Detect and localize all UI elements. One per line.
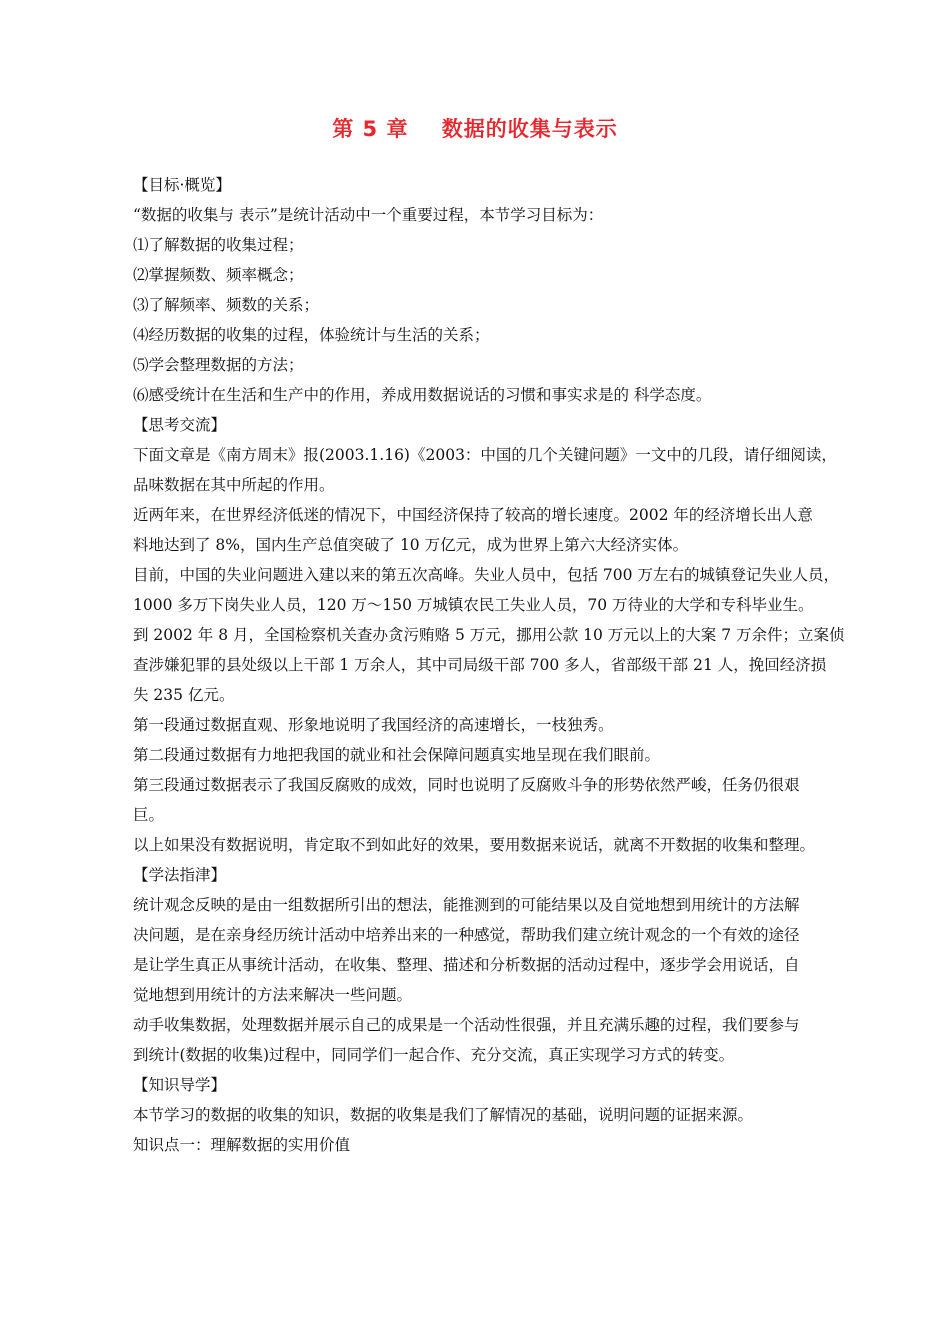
text-line: ⑵掌握频数、频率概念； (133, 266, 304, 284)
text-line: 【思考交流】 (133, 416, 227, 434)
text-line: 【目标·概览】 (133, 176, 231, 194)
text-line: 【知识导学】 (133, 1076, 227, 1094)
text-line: ⑹感受统计在生活和生产中的作用，养成用数据说话的习惯和事实求是的 科学态度。 (133, 386, 712, 404)
chapter-title: 第 5 章 数据的收集与表示 (332, 117, 618, 141)
text-line: 第一段通过数据直观、形象地说明了我国经济的高速增长，一枝独秀。 (133, 716, 614, 734)
text-line: 巨。 (133, 806, 165, 824)
text-line: 品味数据在其中所起的作用。 (133, 476, 335, 494)
text-line: 【学法指津】 (133, 866, 227, 884)
text-line: 到 2002 年 8 月，全国检察机关查办贪污贿赂 5 万元，挪用公款 10 万元以上的大案 7 万余件；立案侦 (133, 626, 845, 644)
text-line: 知识点一：理解数据的实用价值 (133, 1136, 351, 1154)
text-line: 目前，中国的失业问题进入建以来的第五次高峰。失业人员中，包括 700 万左右的城镇登记失业人员， (133, 566, 839, 584)
text-line: 统计观念反映的是由一组数据所引出的想法，能推测到的可能结果以及自觉地想到用统计的方法解 (133, 896, 800, 914)
text-line: 下面文章是《南方周末》报(2003.1.16)《2003：中国的几个关键问题》一文中的几段，请仔细阅读， (133, 446, 837, 464)
text-line: 第三段通过数据表示了我国反腐败的成效，同时也说明了反腐败斗争的形势依然严峻，任务仍很艰 (133, 776, 800, 794)
document-body (133, 170, 873, 1160)
text-line: 决问题，是在亲身经历统计活动中培养出来的一种感觉，帮助我们建立统计观念的一个有效的途径 (133, 926, 800, 944)
text-line: ⑶了解频率、频数的关系； (133, 296, 320, 314)
text-line: 动手收集数据，处理数据并展示自己的成果是一个活动性很强，并且充满乐趣的过程，我们要参与 (133, 1016, 800, 1034)
text-line: 料地达到了 8%，国内生产总值突破了 10 万亿元，成为世界上第六大经济实体。 (133, 536, 689, 554)
text-line: 本节学习的数据的收集的知识，数据的收集是我们了解情况的基础，说明问题的证据来源。 (133, 1106, 754, 1124)
text-line: 查涉嫌犯罪的县处级以上干部 1 万余人，其中司局级干部 700 多人，省部级干部 21 人，挽回经济损 (133, 656, 827, 674)
text-line: 以上如果没有数据说明，肯定取不到如此好的效果，要用数据来说话，就离不开数据的收集和整理。 (133, 836, 816, 854)
text-line: 1000 多万下岗失业人员，120 万～150 万城镇农民工失业人员，70 万待业的大学和专科毕业生。 (133, 596, 814, 614)
text-line: 是让学生真正从事统计活动，在收集、整理、描述和分析数据的活动过程中，逐步学会用说话，自 (133, 956, 800, 974)
text-line: 第二段通过数据有力地把我国的就业和社会保障问题真实地呈现在我们眼前。 (133, 746, 661, 764)
text-line: “数据的收集与 表示”是统计活动中一个重要过程，本节学习目标为： (133, 206, 604, 224)
text-line: ⑴了解数据的收集过程； (133, 236, 304, 254)
text-line: ⑷经历数据的收集的过程，体验统计与生活的关系； (133, 326, 490, 344)
text-line: ⑸学会整理数据的方法； (133, 356, 304, 374)
text-line: 到统计(数据的收集)过程中，同同学们一起合作、充分交流，真正实现学习方式的转变。 (133, 1046, 735, 1064)
text-line: 失 235 亿元。 (133, 686, 235, 704)
text-line: 近两年来，在世界经济低迷的情况下，中国经济保持了较高的增长速度。2002 年的经济增长出人意 (133, 506, 813, 524)
text-line: 觉地想到用统计的方法来解决一些问题。 (133, 986, 413, 1004)
